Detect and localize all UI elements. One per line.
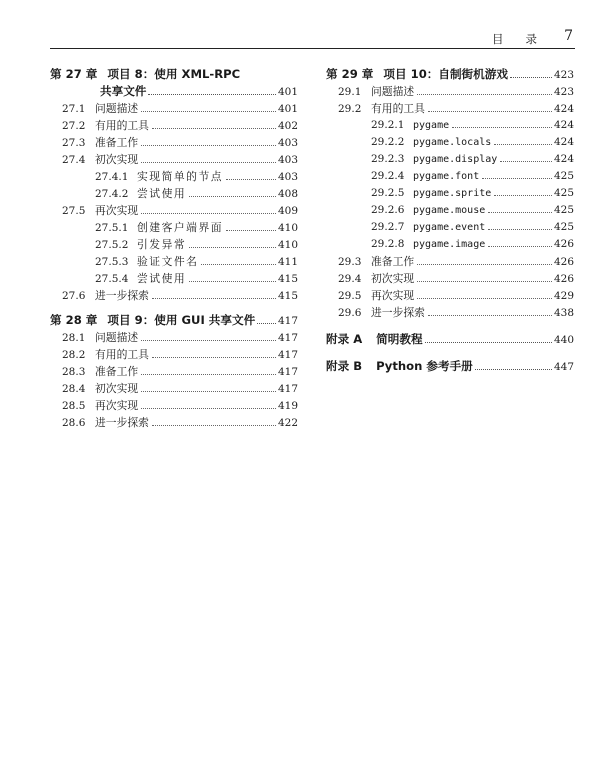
chapter-27-heading-cont[interactable]: 共享文件 401 <box>100 84 298 98</box>
toc-entry-28-5[interactable]: 28.5 再次实现 419 <box>62 399 298 412</box>
toc-entry-27-1[interactable]: 27.1 问题描述 401 <box>62 102 298 115</box>
toc-entry-29-3[interactable]: 29.3 准备工作 426 <box>338 255 574 268</box>
toc-entry-29-2-8[interactable]: 29.2.8 pygame.image 426 <box>371 238 574 250</box>
toc-entry-27-5-4[interactable]: 27.5.4 尝试使用 415 <box>95 272 298 285</box>
toc-entry-29-2-5[interactable]: 29.2.5 pygame.sprite 425 <box>371 187 574 199</box>
toc-entry-28-4[interactable]: 28.4 初次实现 417 <box>62 382 298 395</box>
toc-entry-29-2-1[interactable]: 29.2.1 pygame 424 <box>371 119 574 131</box>
toc-entry-29-1[interactable]: 29.1 问题描述 423 <box>338 85 574 98</box>
toc-entry-29-2[interactable]: 29.2 有用的工具 424 <box>338 102 574 115</box>
toc-entry-27-6[interactable]: 27.6 进一步探索 415 <box>62 289 298 302</box>
toc-left-column <box>50 66 298 431</box>
header-title: 目 录 <box>492 32 537 46</box>
appendix-a-heading[interactable]: 附录 A 简明教程 440 <box>326 332 574 346</box>
page-number: 7 <box>564 28 573 44</box>
toc-entry-28-2[interactable]: 28.2 有用的工具 417 <box>62 348 298 361</box>
toc-entry-27-5-2[interactable]: 27.5.2 引发异常 410 <box>95 238 298 251</box>
toc-entry-27-4[interactable]: 27.4 初次实现 403 <box>62 153 298 166</box>
toc-entry-29-2-4[interactable]: 29.2.4 pygame.font 425 <box>371 170 574 182</box>
appendix-b-heading[interactable]: 附录 B Python 参考手册 447 <box>326 359 574 373</box>
toc-entry-27-5-1[interactable]: 27.5.1 创建客户端界面 410 <box>95 221 298 234</box>
chapter-27-heading[interactable]: 第 27 章 项目 8：使用 XML-RPC <box>50 67 241 81</box>
toc-entry-27-4-2[interactable]: 27.4.2 尝试使用 408 <box>95 187 298 200</box>
running-header <box>50 28 575 49</box>
toc-entry-29-4[interactable]: 29.4 初次实现 426 <box>338 272 574 285</box>
toc-entry-29-2-3[interactable]: 29.2.3 pygame.display 424 <box>371 153 574 165</box>
toc-entry-27-2[interactable]: 27.2 有用的工具 402 <box>62 119 298 132</box>
toc-entry-28-6[interactable]: 28.6 进一步探索 422 <box>62 416 298 429</box>
toc-entry-29-5[interactable]: 29.5 再次实现 429 <box>338 289 574 302</box>
toc-entry-27-3[interactable]: 27.3 准备工作 403 <box>62 136 298 149</box>
toc-right-column <box>326 66 574 375</box>
chapter-29-heading[interactable]: 第 29 章 项目 10：自制街机游戏 423 <box>326 67 574 81</box>
toc-entry-27-4-1[interactable]: 27.4.1 实现简单的节点 403 <box>95 170 298 183</box>
toc-entry-27-5-3[interactable]: 27.5.3 验证文件名 411 <box>95 255 298 268</box>
toc-entry-29-2-7[interactable]: 29.2.7 pygame.event 425 <box>371 221 574 233</box>
toc-entry-28-3[interactable]: 28.3 准备工作 417 <box>62 365 298 378</box>
toc-entry-29-2-2[interactable]: 29.2.2 pygame.locals 424 <box>371 136 574 148</box>
toc-entry-27-5[interactable]: 27.5 再次实现 409 <box>62 204 298 217</box>
toc-entry-29-2-6[interactable]: 29.2.6 pygame.mouse 425 <box>371 204 574 216</box>
toc-entry-28-1[interactable]: 28.1 问题描述 417 <box>62 331 298 344</box>
toc-entry-29-6[interactable]: 29.6 进一步探索 438 <box>338 306 574 319</box>
chapter-28-heading[interactable]: 第 28 章 项目 9：使用 GUI 共享文件 417 <box>50 313 298 327</box>
